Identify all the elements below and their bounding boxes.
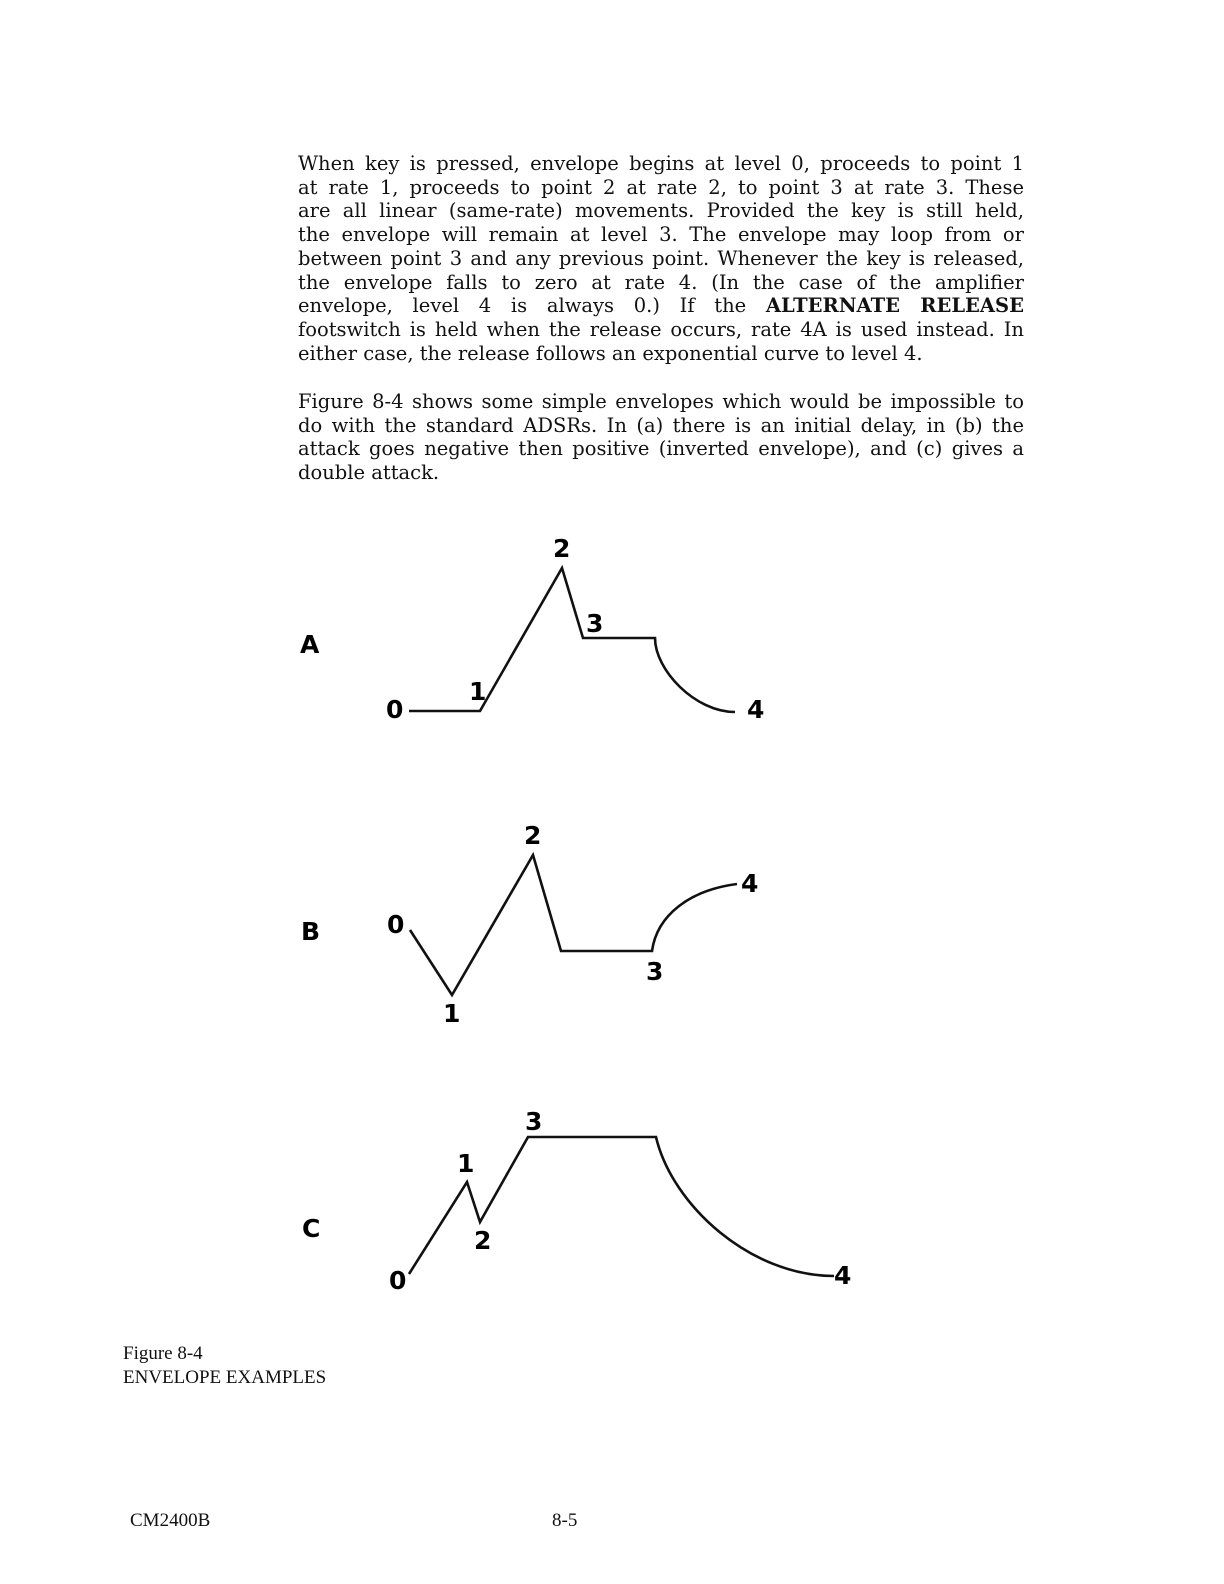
- point-label-0: 0: [386, 695, 404, 724]
- envelope-panel-c: [302, 1107, 851, 1295]
- envelope-curve-a: [409, 568, 735, 712]
- point-label-3: 3: [525, 1107, 543, 1136]
- panel-label-b: B: [301, 917, 321, 946]
- point-label-4: 4: [747, 695, 765, 724]
- point-label-4: 4: [741, 869, 759, 898]
- point-label-3: 3: [586, 609, 604, 638]
- point-label-1: 1: [469, 677, 487, 706]
- point-label-0: 0: [387, 910, 405, 939]
- panel-label-c: C: [302, 1214, 321, 1243]
- envelope-panel-a: [300, 534, 764, 724]
- panel-label-a: A: [300, 630, 320, 659]
- point-label-3: 3: [646, 957, 664, 986]
- envelope-curve-b: [410, 855, 737, 995]
- page-number: 8-5: [552, 1510, 578, 1531]
- text-line: When key is pressed, envelope begins at level 0, proceeds to point 1: [298, 152, 1024, 175]
- text-line: are all linear (same-rate) movements. Provided the key is still held,: [298, 199, 1024, 223]
- text-line: attack goes negative then positive (inverted envelope), and (c) gives a: [298, 437, 1024, 461]
- text-line: the envelope will remain at level 3. The envelope may loop from or: [298, 223, 1024, 247]
- point-label-4: 4: [834, 1261, 852, 1290]
- alternate-release-term: ALTERNATE RELEASE: [765, 294, 1024, 318]
- point-label-2: 2: [553, 534, 571, 563]
- figure-caption: [123, 1342, 326, 1390]
- point-label-2: 2: [474, 1226, 492, 1255]
- text-line: footswitch is held when the release occurs, rate 4A is used instead. In: [298, 317, 1024, 341]
- point-label-0: 0: [389, 1266, 407, 1295]
- figure-number: Figure 8-4: [123, 1343, 203, 1364]
- text-line: do with the standard ADSRs. In (a) there is an initial delay, in (b) the: [298, 413, 1024, 437]
- envelope-panel-b: [301, 821, 758, 1028]
- text-line: the envelope falls to zero at rate 4. (In the case of the amplifier: [298, 270, 1024, 294]
- text-segment: envelope, level 4 is always 0.) If the: [298, 294, 747, 318]
- figure-title: ENVELOPE EXAMPLES: [123, 1367, 327, 1388]
- text-line: Figure 8-4 shows some simple envelopes which would be impossible to: [298, 390, 1024, 413]
- point-label-1: 1: [457, 1149, 475, 1178]
- text-line: either case, the release follows an exponential curve to level 4.: [298, 341, 923, 365]
- text-line: double attack.: [298, 461, 440, 485]
- text-line: between point 3 and any previous point. Whenever the key is released,: [298, 246, 1024, 270]
- text-line: at rate 1, proceeds to point 2 at rate 2, to point 3 at rate 3. These: [298, 175, 1024, 199]
- point-label-1: 1: [443, 999, 461, 1028]
- point-label-2: 2: [524, 821, 542, 850]
- document-code: CM2400B: [130, 1510, 211, 1531]
